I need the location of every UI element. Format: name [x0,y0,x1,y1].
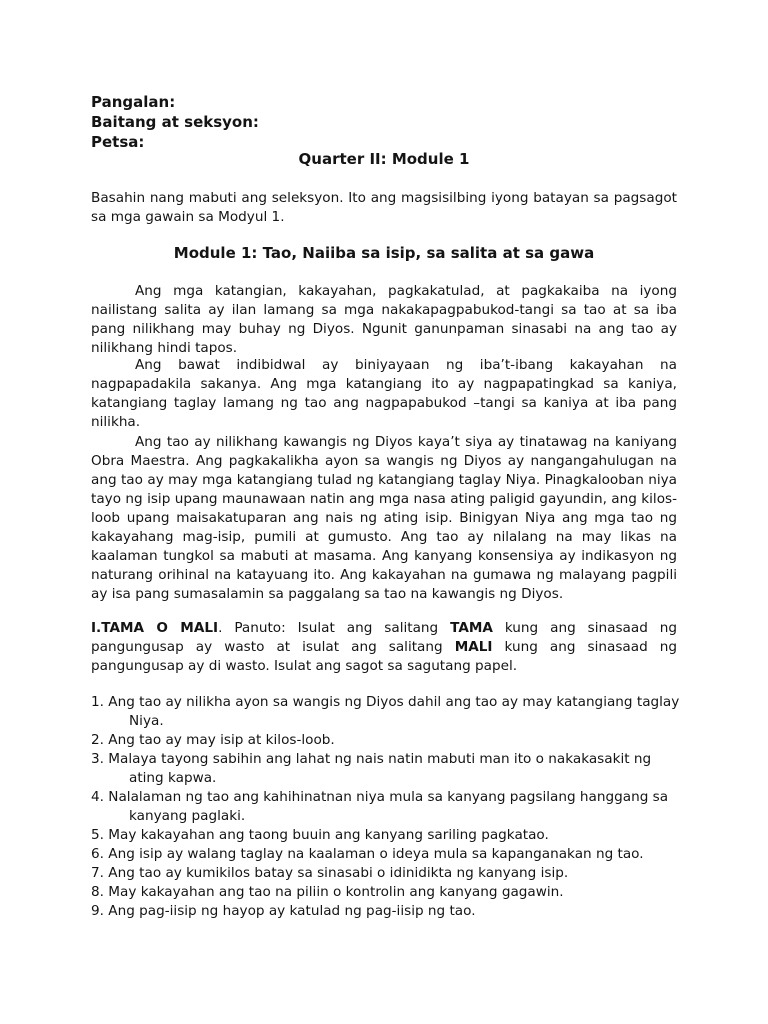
list-item: 6. Ang isip ay walang taglay na kaalaman o ideya mula sa kapanganakan ng tao. [91,846,644,862]
mali-keyword: MALI [454,639,493,655]
list-item: 3. Malaya tayong sabihin ang lahat ng nais natin mabuti man ito o nakakasakit ng ating kapwa. [91,751,652,786]
date-label: Petsa: [91,133,145,151]
list-item: 2. Ang tao ay may isip at kilos-loob. [91,732,335,748]
module-title: Module 1: Tao, Naiiba sa isip, sa salita at sa gawa [173,244,595,262]
body-paragraph-1: Ang mga katangian, kakayahan, pagkakatulad, at pagkakaiba na iyong nailistang salita ay ilan lamang sa mga nakakapagpabukod-tangi sa tao at sa iba pang nilikhang may buhay ng Diyos. Ngunit ganunpaman sinasabi na ang tao ay nilikhang hindi tapos. [91,283,677,356]
list-item: 9. Ang pag-iisip ng hayop ay katulad ng pag-iisip ng tao. [91,903,476,919]
body-paragraph-3: Ang tao ay nilikhang kawangis ng Diyos kaya’t siya ay tinatawag na kaniyang Obra Maestra. Ang pagkakalikha ayon sa wangis ng Diyos ay nangangahulugan na ang tao ay may mga katangiang tulad ng katangiang taglay Niya. Pinagkalooban niya tayo ng isip upang maunawaan natin ang mga nasa ating paligid gayundin, ang kilos-loob upang maisakatuparan ang nais ng ating isip. Binigyan Niya ang mga tao ng kakayahang mag-isip, pumili at gumusto. Ang tao ay nilalang na may likas na kaalaman tungkol sa mabuti at masama. Ang kanyang konsensiya ay indikasyon ng naturang orihinal na katayuang ito. Ang kakayahan na gumawa ng malayang pagpili ay isa pang sumasalamin sa paggalang sa tao na kawangis ng Diyos. [91,434,677,602]
intro-paragraph: Basahin nang mabuti ang seleksyon. Ito ang magsisilbing iyong batayan sa pagsagot sa mga gawain sa Modyul 1. [91,190,677,225]
list-item: 8. May kakayahan ang tao na piliin o kontrolin ang kanyang gagawin. [91,884,564,900]
body-paragraph-2: Ang bawat indibidwal ay biniyayaan ng iba’t-ibang kakayahan na nagpapadakila sakanya. Ang mga katangiang ito ay nagpapatingkad sa kaniya, katangiang taglay lamang ng tao ang nagpapabukod –tangi sa kaniya at iba pang nilikha. [91,357,677,430]
name-label: Pangalan: [91,93,176,111]
list-item: 4. Nalalaman ng tao ang kahihinatnan niya mula sa kanyang pagsilang hanggang sa kanyang paglaki. [91,789,669,824]
instructions-paragraph [91,619,677,676]
instructions-heading: I.TAMA O MALI [91,620,219,636]
list-item: 7. Ang tao ay kumikilos batay sa sinasabi o idinidikta ng kanyang isip. [91,865,569,881]
question-list [91,693,681,921]
instructions-text-3: kung ang sinasaad ng pangungusap ay di wasto. Isulat ang sagot sa sagutang papel. [91,639,677,674]
section-label: Baitang at seksyon: [91,113,259,131]
tama-keyword: TAMA [450,620,493,636]
quarter-title: Quarter II: Module 1 [298,150,470,168]
instructions-text-1: . Panuto: Isulat ang salitang [218,620,451,636]
list-item: 5. May kakayahan ang taong buuin ang kanyang sariling pagkatao. [91,827,549,843]
instructions-text-2: kung ang sinasaad ng pangungusap ay wasto at isulat ang salitang [91,620,678,655]
list-item: 1. Ang tao ay nilikha ayon sa wangis ng Diyos dahil ang tao ay may katangiang taglay Niya. [91,694,680,729]
student-info-header [91,92,259,152]
